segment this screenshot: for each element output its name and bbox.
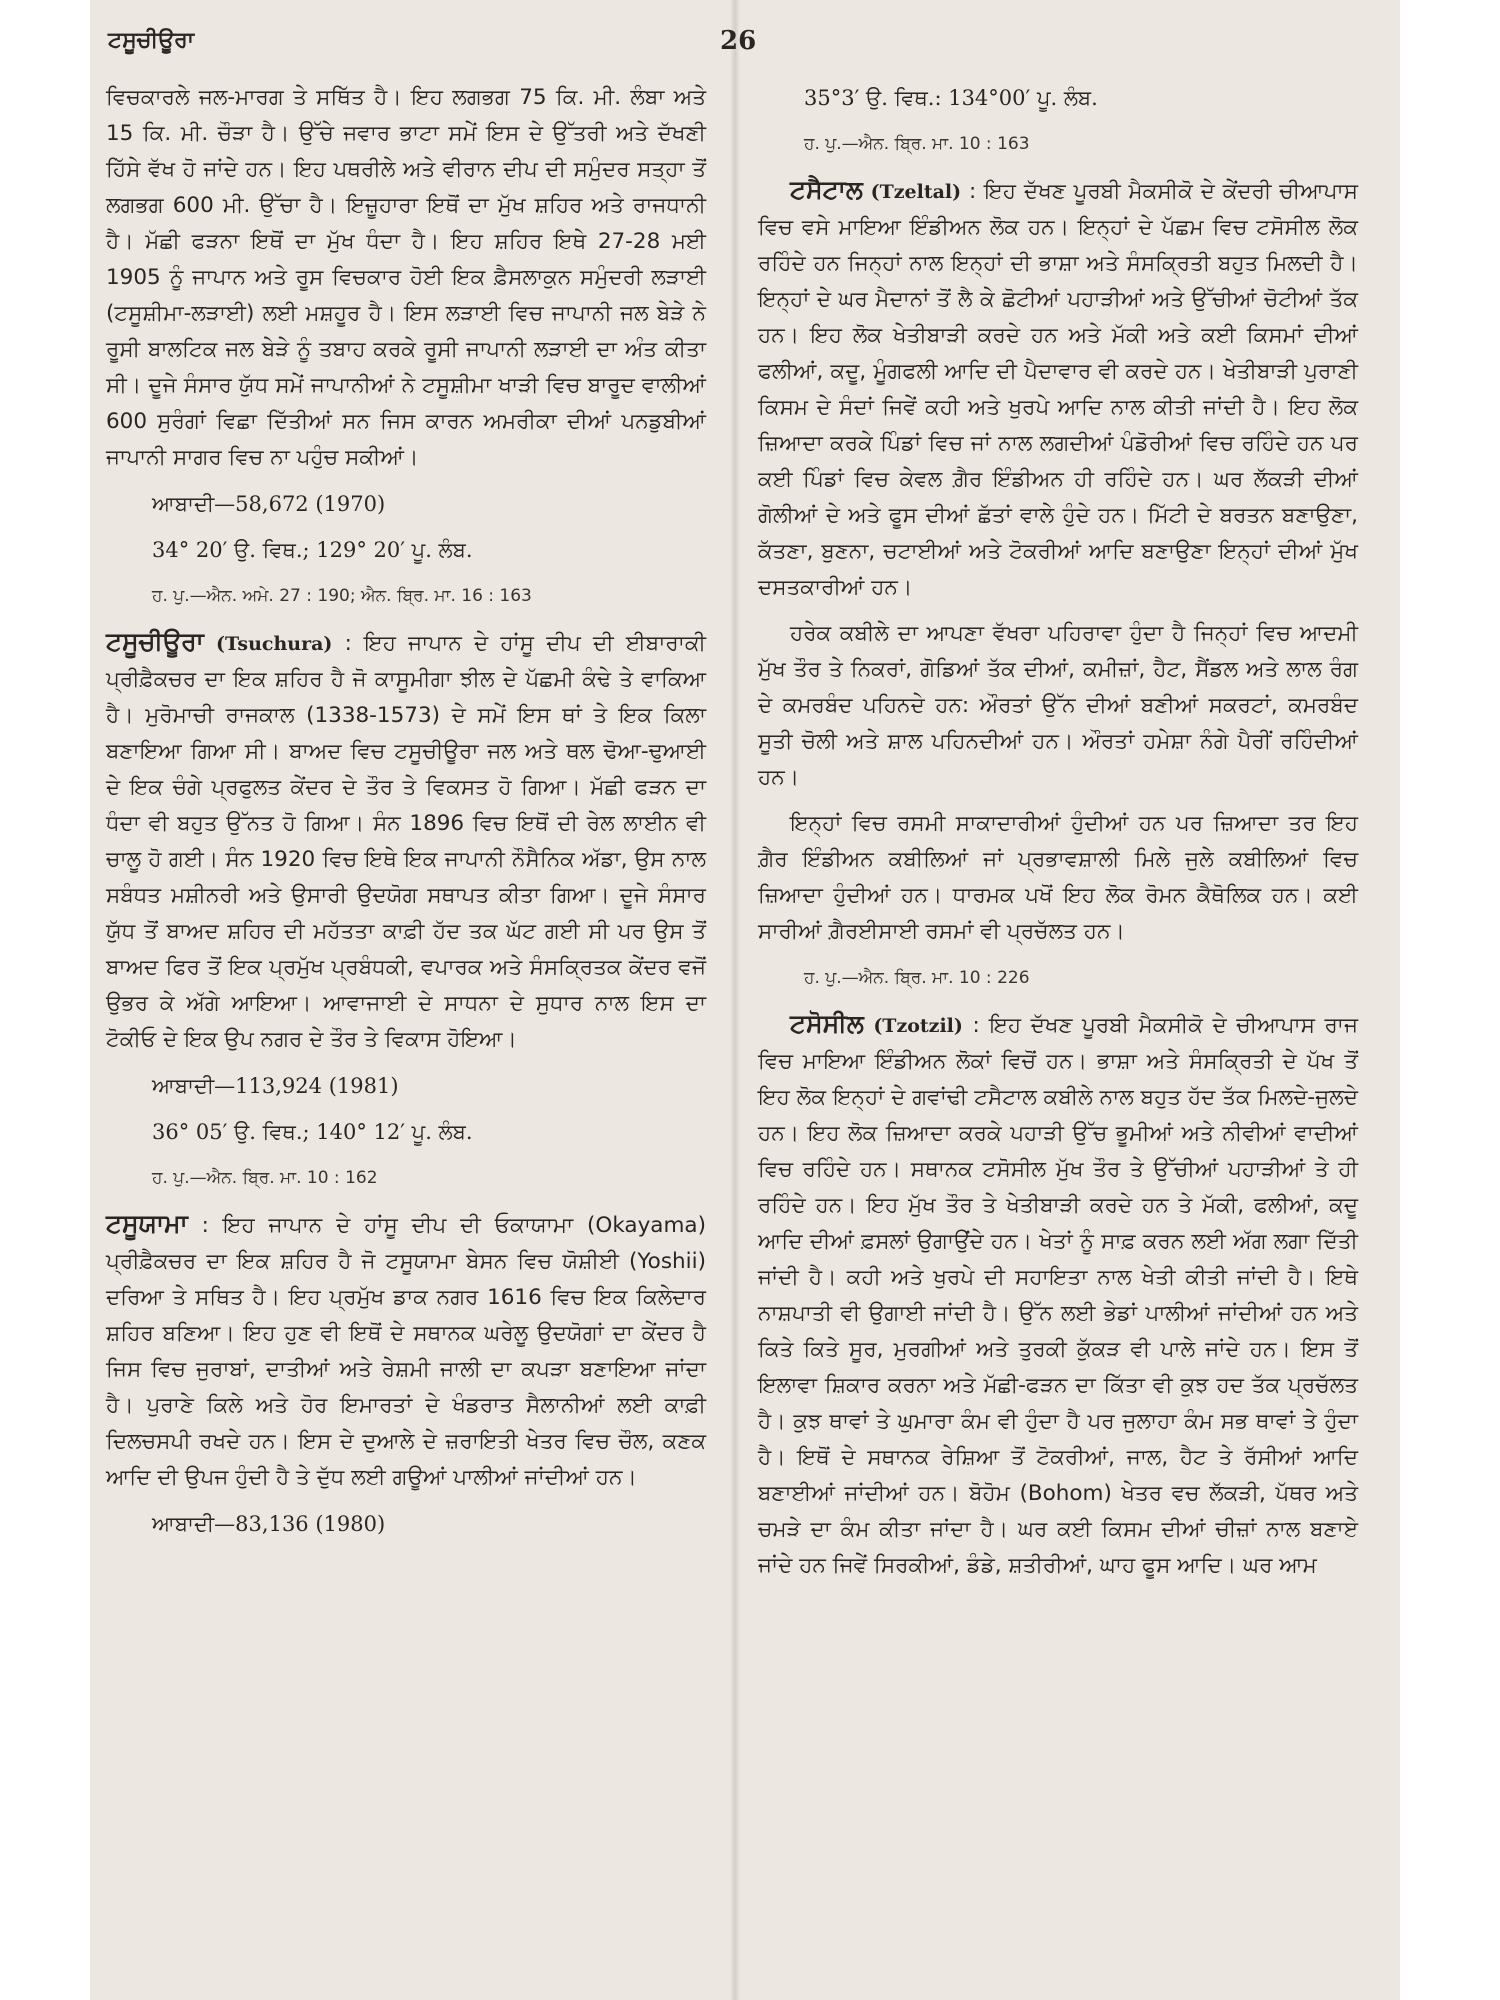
entry-body: : ਇਹ ਜਾਪਾਨ ਦੇ ਹਾਂਸੂ ਦੀਪ ਦੀ ਈਬਾਰਾਕੀ ਪ੍ਰੀਫ਼ੈਕਚਰ ਦਾ ਇਕ ਸ਼ਹਿਰ ਹੈ ਜੋ ਕਾਸੂਮੀਗਾ ਝੀਲ ਦੇ ਪੱਛਮੀ ਕੰਢੇ ਤੇ ਵਾਕਿਆ ਹੈ। ਮੁਰੋਮਾਚੀ ਰਾਜਕਾਲ (1338-1573) ਦੇ ਸਮੇਂ ਇਸ ਥਾਂ ਤੇ ਇਕ ਕਿਲਾ ਬਣਾਇਆ ਗਿਆ ਸੀ। ਬਾਅਦ ਵਿਚ ਟਸੂਚੀਊਰਾ ਜਲ ਅਤੇ ਥਲ ਢੋਆ-ਢੁਆਈ ਦੇ ਇਕ ਚੰਗੇ ਪ੍ਰਫੁਲਤ ਕੇਂਦਰ ਦੇ ਤੌਰ ਤੇ ਵਿਕਸਤ ਹੋ ਗਿਆ। ਮੱਛੀ ਫੜਨ ਦਾ ਧੰਦਾ ਵੀ ਬਹੁਤ ਉੱਨਤ ਹੋ ਗਿਆ। ਸੰਨ 1896 ਵਿਚ ਇਥੋਂ ਦੀ ਰੇਲ ਲਾਈਨ ਵੀ ਚਾਲੂ ਹੋ ਗਈ। ਸੰਨ 1920 ਵਿਚ ਇਥੇ ਇਕ ਜਾਪਾਨੀ ਨੌਸੈਨਿਕ ਅੱਡਾ, ਉਸ ਨਾਲ ਸਬੰਧਤ ਮਸ਼ੀਨਰੀ ਅਤੇ ਉਸਾਰੀ ਉਦਯੋਗ ਸਥਾਪਤ ਕੀਤਾ ਗਿਆ। ਦੂਜੇ ਸੰਸਾਰ ਯੁੱਧ ਤੋਂ ਬਾਅਦ ਸ਼ਹਿਰ ਦੀ ਮਹੱਤਤਾ ਕਾਫ਼ੀ ਹੱਦ ਤਕ ਘੱਟ ਗਈ ਸੀ ਪਰ ਉਸ ਤੋਂ ਬਾਅਦ ਫਿਰ ਤੋਂ ਇਕ ਪ੍ਰਮੁੱਖ ਪ੍ਰਬੰਧਕੀ, ਵਪਾਰਕ ਅਤੇ ਸੰਸਕ੍ਰਿਤਕ ਕੇਂਦਰ ਵਜੋਂ ਉਭਰ ਕੇ ਅੱਗੇ ਆਇਆ। ਆਵਾਜਾਈ ਦੇ ਸਾਧਨਾ ਦੇ ਸੁਧਾਰ ਨਾਲ ਇਸ ਦਾ ਟੋਕੀਓ ਦੇ ਇਕ ਉਪ ਨਗਰ ਦੇ ਤੌਰ ਤੇ ਵਿਕਾਸ ਹੋਇਆ।	[106, 631, 706, 1052]
tsuchura-coordinates: 36° 05′ ਉ. ਵਿਥ.; 140° 12′ ਪੂ. ਲੰਬ.	[152, 1120, 473, 1144]
tsuyama-reference: ਹ. ਪੁ.—ਐਨ. ਬ੍ਰਿ. ਮਾ. 10 : 163	[804, 134, 1030, 154]
entry-body: : ਇਹ ਦੱਖਣ ਪੂਰਬੀ ਮੈਕਸੀਕੋ ਦੇ ਕੇਂਦਰੀ ਚੀਆਪਾਸ ਵਿਚ ਵਸੇ ਮਾਇਆ ਇੰਡੀਅਨ ਲੋਕ ਹਨ। ਇਨ੍ਹਾਂ ਦੇ ਪੱਛਮ ਵਿਚ ਟਸੋਸੀਲ ਲੋਕ ਰਹਿੰਦੇ ਹਨ ਜਿਨ੍ਹਾਂ ਨਾਲ ਇਨ੍ਹਾਂ ਦੀ ਭਾਸ਼ਾ ਅਤੇ ਸੰਸਕ੍ਰਿਤੀ ਬਹੁਤ ਮਿਲਦੀ ਹੈ। ਇਨ੍ਹਾਂ ਦੇ ਘਰ ਮੈਦਾਨਾਂ ਤੋਂ ਲੈ ਕੇ ਛੋਟੀਆਂ ਪਹਾੜੀਆਂ ਅਤੇ ਉੱਚੀਆਂ ਚੋਟੀਆਂ ਤੱਕ ਹਨ। ਇਹ ਲੋਕ ਖੇਤੀਬਾੜੀ ਕਰਦੇ ਹਨ ਅਤੇ ਮੱਕੀ ਅਤੇ ਕਈ ਕਿਸਮਾਂ ਦੀਆਂ ਫਲੀਆਂ, ਕਦੂ, ਮੂੰਗਫਲੀ ਆਦਿ ਦੀ ਪੈਦਾਵਾਰ ਵੀ ਕਰਦੇ ਹਨ। ਖੇਤੀਬਾੜੀ ਪੁਰਾਣੀ ਕਿਸਮ ਦੇ ਸੰਦਾਂ ਜਿਵੇਂ ਕਹੀ ਅਤੇ ਖੁਰਪੇ ਆਦਿ ਨਾਲ ਕੀਤੀ ਜਾਂਦੀ ਹੈ। ਇਹ ਲੋਕ ਜ਼ਿਆਦਾ ਕਰਕੇ ਪਿੰਡਾਂ ਵਿਚ ਜਾਂ ਨਾਲ ਲਗਦੀਆਂ ਪੰਡੋਰੀਆਂ ਵਿਚ ਰਹਿੰਦੇ ਹਨ ਪਰ ਕਈ ਪਿੰਡਾਂ ਵਿਚ ਕੇਵਲ ਗ਼ੈਰ ਇੰਡੀਅਨ ਹੀ ਰਹਿੰਦੇ ਹਨ। ਘਰ ਲੱਕੜੀ ਦੀਆਂ ਗੋਲੀਆਂ ਦੇ ਅਤੇ ਫੂਸ ਦੀਆਂ ਛੱਤਾਂ ਵਾਲੇ ਹੁੰਦੇ ਹਨ। ਮਿੱਟੀ ਦੇ ਬਰਤਨ ਬਣਾਉਣਾ, ਕੱਤਣਾ, ਬੁਣਨਾ, ਚਟਾਈਆਂ ਅਤੇ ਟੋਕਰੀਆਂ ਆਦਿ ਬਣਾਉਣਾ ਇਨ੍ਹਾਂ ਦੀਆਂ ਮੁੱਖ ਦਸਤਕਾਰੀਆਂ ਹਨ।	[758, 179, 1358, 600]
entry-title: ਟਸੂਚੀਊਰਾ	[106, 627, 204, 656]
tsushima-coordinates: 34° 20′ ਉ. ਵਿਥ.; 129° 20′ ਪੂ. ਲੰਬ.	[152, 538, 473, 562]
left-column	[106, 80, 706, 1552]
entry-title: ਟਸੋਸੀਲ	[790, 1009, 864, 1038]
entry-tzeltal	[758, 172, 1358, 606]
page-number: 26	[720, 26, 757, 56]
entry-roman-title: (Tzeltal)	[870, 181, 962, 203]
scanned-page	[90, 0, 1400, 2000]
entry-tsuchura	[106, 624, 706, 1058]
page-fold	[730, 0, 740, 2000]
entry-tsuyama	[106, 1206, 706, 1496]
tsuyama-coordinates: 35°3′ ਉ. ਵਿਥ.: 134°00′ ਪੂ. ਲੰਬ.	[804, 86, 1098, 110]
tsuchura-population: ਆਬਾਦੀ—113,924 (1981)	[152, 1074, 399, 1098]
tsuchura-reference: ਹ. ਪੁ.—ਐਨ. ਬ੍ਰਿ. ਮਾ. 10 : 162	[152, 1168, 378, 1188]
entry-body: : ਇਹ ਜਾਪਾਨ ਦੇ ਹਾਂਸੂ ਦੀਪ ਦੀ ਓਕਾਯਾਮਾ (Okayama) ਪ੍ਰੀਫ਼ੈਕਚਰ ਦਾ ਇਕ ਸ਼ਹਿਰ ਹੈ ਜੋ ਟਸੂਯਾਮਾ ਬੇਸਨ ਵਿਚ ਯੋਸ਼ੀਈ (Yoshii) ਦਰਿਆ ਤੇ ਸਥਿਤ ਹੈ। ਇਹ ਪ੍ਰਮੁੱਖ ਡਾਕ ਨਗਰ 1616 ਵਿਚ ਇਕ ਕਿਲੇਦਾਰ ਸ਼ਹਿਰ ਬਣਿਆ। ਇਹ ਹੁਣ ਵੀ ਇਥੋਂ ਦੇ ਸਥਾਨਕ ਘਰੇਲੂ ਉਦਯੋਗਾਂ ਦਾ ਕੇਂਦਰ ਹੈ ਜਿਸ ਵਿਚ ਜੁਰਾਬਾਂ, ਦਾਤੀਆਂ ਅਤੇ ਰੇਸ਼ਮੀ ਜਾਲੀ ਦਾ ਕਪੜਾ ਬਣਾਇਆ ਜਾਂਦਾ ਹੈ। ਪੁਰਾਣੇ ਕਿਲੇ ਅਤੇ ਹੋਰ ਇਮਾਰਤਾਂ ਦੇ ਖੰਡਰਾਤ ਸੈਲਾਨੀਆਂ ਲਈ ਕਾਫ਼ੀ ਦਿਲਚਸਪੀ ਰਖਦੇ ਹਨ। ਇਸ ਦੇ ਦੁਆਲੇ ਦੇ ਜ਼ਰਾਇਤੀ ਖੇਤਰ ਵਿਚ ਚੌਲ, ਕਣਕ ਆਦਿ ਦੀ ਉਪਜ ਹੁੰਦੀ ਹੈ ਤੇ ਦੁੱਧ ਲਈ ਗਊਆਂ ਪਾਲੀਆਂ ਜਾਂਦੀਆਂ ਹਨ।	[106, 1213, 706, 1490]
entry-roman-title: (Tsuchura)	[215, 633, 333, 655]
running-head: ਟਸੂਚੀਊਰਾ	[108, 28, 195, 53]
entry-tzotzil	[758, 1006, 1358, 1584]
entry-roman-title: (Tzotzil)	[873, 1015, 963, 1037]
tzeltal-paragraph-3: ਇਨ੍ਹਾਂ ਵਿਚ ਰਸਮੀ ਸਾਕਾਦਾਰੀਆਂ ਹੁੰਦੀਆਂ ਹਨ ਪਰ ਜ਼ਿਆਦਾ ਤਰ ਇਹ ਗ਼ੈਰ ਇੰਡੀਅਨ ਕਬੀਲਿਆਂ ਜਾਂ ਪ੍ਰਭਾਵਸ਼ਾਲੀ ਮਿਲੇ ਜੁਲੇ ਕਬੀਲਿਆਂ ਵਿਚ ਜ਼ਿਆਦਾ ਹੁੰਦੀਆਂ ਹਨ। ਧਾਰਮਕ ਪਖੋਂ ਇਹ ਲੋਕ ਰੋਮਨ ਕੈਥੋਲਿਕ ਹਨ। ਕਈ ਸਾਰੀਆਂ ਗ਼ੈਰਈਸਾਈ ਰਸਮਾਂ ਵੀ ਪ੍ਰਚੱਲਤ ਹਨ।	[758, 811, 1358, 944]
tsushima-reference: ਹ. ਪੁ.—ਐਨ. ਅਮੇ. 27 : 190; ਐਨ. ਬ੍ਰਿ. ਮਾ. 16 : 163	[152, 586, 532, 606]
entry-title: ਟਸੂਯਾਮਾ	[106, 1209, 188, 1238]
tsushima-population: ਆਬਾਦੀ—58,672 (1970)	[152, 492, 386, 516]
right-column	[758, 80, 1358, 1594]
tzeltal-paragraph-2: ਹਰੇਕ ਕਬੀਲੇ ਦਾ ਆਪਣਾ ਵੱਖਰਾ ਪਹਿਰਾਵਾ ਹੁੰਦਾ ਹੈ ਜਿਨ੍ਹਾਂ ਵਿਚ ਆਦਮੀ ਮੁੱਖ ਤੌਰ ਤੇ ਨਿਕਰਾਂ, ਗੋਡਿਆਂ ਤੱਕ ਦੀਆਂ, ਕਮੀਜ਼ਾਂ, ਹੈਟ, ਸੈਂਡਲ ਅਤੇ ਲਾਲ ਰੰਗ ਦੇ ਕਮਰਬੰਦ ਪਹਿਨਦੇ ਹਨ: ਔਰਤਾਂ ਉੱਨ ਦੀਆਂ ਬਣੀਆਂ ਸਕਰਟਾਂ, ਕਮਰਬੰਦ ਸੂਤੀ ਚੋਲੀ ਅਤੇ ਸ਼ਾਲ ਪਹਿਨਦੀਆਂ ਹਨ। ਔਰਤਾਂ ਹਮੇਸ਼ਾ ਨੰਗੇ ਪੈਰੀਂ ਰਹਿੰਦੀਆਂ ਹਨ।	[758, 621, 1358, 790]
entry-body: : ਇਹ ਦੱਖਣ ਪੂਰਬੀ ਮੈਕਸੀਕੋ ਦੇ ਚੀਆਪਾਸ ਰਾਜ ਵਿਚ ਮਾਇਆ ਇੰਡੀਅਨ ਲੋਕਾਂ ਵਿਚੋਂ ਹਨ। ਭਾਸ਼ਾ ਅਤੇ ਸੰਸਕ੍ਰਿਤੀ ਦੇ ਪੱਖ ਤੋਂ ਇਹ ਲੋਕ ਇਨ੍ਹਾਂ ਦੇ ਗਵਾਂਢੀ ਟਸੈਟਾਲ ਕਬੀਲੇ ਨਾਲ ਬਹੁਤ ਹੱਦ ਤੱਕ ਮਿਲਦੇ-ਜੁਲਦੇ ਹਨ। ਇਹ ਲੋਕ ਜ਼ਿਆਦਾ ਕਰਕੇ ਪਹਾੜੀ ਉੱਚ ਭੂਮੀਆਂ ਅਤੇ ਨੀਵੀਆਂ ਵਾਦੀਆਂ ਵਿਚ ਰਹਿੰਦੇ ਹਨ। ਸਥਾਨਕ ਟਸੋਸੀਲ ਮੁੱਖ ਤੌਰ ਤੇ ਉੱਚੀਆਂ ਪਹਾੜੀਆਂ ਤੇ ਹੀ ਰਹਿੰਦੇ ਹਨ। ਇਹ ਮੁੱਖ ਤੌਰ ਤੇ ਖੇਤੀਬਾੜੀ ਕਰਦੇ ਹਨ ਤੇ ਮੱਕੀ, ਫਲੀਆਂ, ਕਦੂ ਆਦਿ ਦੀਆਂ ਫ਼ਸਲਾਂ ਉਗਾਉਂਦੇ ਹਨ। ਖੇਤਾਂ ਨੂੰ ਸਾਫ਼ ਕਰਨ ਲਈ ਅੱਗ ਲਗਾ ਦਿੱਤੀ ਜਾਂਦੀ ਹੈ। ਕਹੀ ਅਤੇ ਖੁਰਪੇ ਦੀ ਸਹਾਇਤਾ ਨਾਲ ਖੇਤੀ ਕੀਤੀ ਜਾਂਦੀ ਹੈ। ਇਥੇ ਨਾਸ਼ਪਾਤੀ ਵੀ ਉਗਾਈ ਜਾਂਦੀ ਹੈ। ਉੱਨ ਲਈ ਭੇਡਾਂ ਪਾਲੀਆਂ ਜਾਂਦੀਆਂ ਹਨ ਅਤੇ ਕਿਤੇ ਕਿਤੇ ਸੂਰ, ਮੁਰਗੀਆਂ ਅਤੇ ਤੁਰਕੀ ਕੁੱਕੜ ਵੀ ਪਾਲੇ ਜਾਂਦੇ ਹਨ। ਇਸ ਤੋਂ ਇਲਾਵਾ ਸ਼ਿਕਾਰ ਕਰਨਾ ਅਤੇ ਮੱਛੀ-ਫੜਨ ਦਾ ਕਿੱਤਾ ਵੀ ਕੁਝ ਹਦ ਤੱਕ ਪ੍ਰਚੱਲਤ ਹੈ। ਕੁਝ ਥਾਵਾਂ ਤੇ ਘੁਮਾਰਾ ਕੰਮ ਵੀ ਹੁੰਦਾ ਹੈ ਪਰ ਜੁਲਾਹਾ ਕੰਮ ਸਭ ਥਾਵਾਂ ਤੇ ਹੁੰਦਾ ਹੈ। ਇਥੋਂ ਦੇ ਸਥਾਨਕ ਰੇਸ਼ਿਆ ਤੋਂ ਟੋਕਰੀਆਂ, ਜਾਲ, ਹੈਟ ਤੇ ਰੱਸੀਆਂ ਆਦਿ ਬਣਾਈਆਂ ਜਾਂਦੀਆਂ ਹਨ। ਬੋਹੋਮ (Bohom) ਖੇਤਰ ਵਚ ਲੱਕੜੀ, ਪੱਥਰ ਅਤੇ ਚਮੜੇ ਦਾ ਕੰਮ ਕੀਤਾ ਜਾਂਦਾ ਹੈ। ਘਰ ਕਈ ਕਿਸਮ ਦੀਆਂ ਚੀਜ਼ਾਂ ਨਾਲ ਬਣਾਏ ਜਾਂਦੇ ਹਨ ਜਿਵੇਂ ਸਿਰਕੀਆਂ, ਡੰਡੇ, ਸ਼ਤੀਰੀਆਂ, ਘਾਹ ਫੂਸ ਆਦਿ। ਘਰ ਆਮ	[758, 1013, 1358, 1578]
tsushima-body: ਵਿਚਕਾਰਲੇ ਜਲ-ਮਾਰਗ ਤੇ ਸਥਿੱਤ ਹੈ। ਇਹ ਲਗਭਗ 75 ਕਿ. ਮੀ. ਲੰਬਾ ਅਤੇ 15 ਕਿ. ਮੀ. ਚੌੜਾ ਹੈ। ਉੱਚੇ ਜਵਾਰ ਭਾਟਾ ਸਮੇਂ ਇਸ ਦੇ ਉੱਤਰੀ ਅਤੇ ਦੱਖਣੀ ਹਿੱਸੇ ਵੱਖ ਹੋ ਜਾਂਦੇ ਹਨ। ਇਹ ਪਥਰੀਲੇ ਅਤੇ ਵੀਰਾਨ ਦੀਪ ਦੀ ਸਮੁੰਦਰ ਸਤ੍ਹਾ ਤੋਂ ਲਗਭਗ 600 ਮੀ. ਉੱਚਾ ਹੈ। ਇਜ਼ੂਹਾਰਾ ਇਥੋਂ ਦਾ ਮੁੱਖ ਸ਼ਹਿਰ ਅਤੇ ਰਾਜਧਾਨੀ ਹੈ। ਮੱਛੀ ਫੜਨਾ ਇਥੋਂ ਦਾ ਮੁੱਖ ਧੰਦਾ ਹੈ। ਇਹ ਸ਼ਹਿਰ ਇਥੇ 27-28 ਮਈ 1905 ਨੂੰ ਜਾਪਾਨ ਅਤੇ ਰੂਸ ਵਿਚਕਾਰ ਹੋਈ ਇਕ ਫ਼ੈਸਲਾਕੁਨ ਸਮੁੰਦਰੀ ਲੜਾਈ (ਟਸੂਸ਼ੀਮਾ-ਲੜਾਈ) ਲਈ ਮਸ਼ਹੂਰ ਹੈ। ਇਸ ਲੜਾਈ ਵਿਚ ਜਾਪਾਨੀ ਜਲ ਬੇੜੇ ਨੇ ਰੂਸੀ ਬਾਲਟਿਕ ਜਲ ਬੇੜੇ ਨੂੰ ਤਬਾਹ ਕਰਕੇ ਰੂਸੀ ਜਾਪਾਨੀ ਲੜਾਈ ਦਾ ਅੰਤ ਕੀਤਾ ਸੀ। ਦੂਜੇ ਸੰਸਾਰ ਯੁੱਧ ਸਮੇਂ ਜਾਪਾਨੀਆਂ ਨੇ ਟਸੂਸ਼ੀਮਾ ਖਾੜੀ ਵਿਚ ਬਾਰੂਦ ਵਾਲੀਆਂ 600 ਸੁਰੰਗਾਂ ਵਿਛਾ ਦਿੱਤੀਆਂ ਸਨ ਜਿਸ ਕਾਰਨ ਅਮਰੀਕਾ ਦੀਆਂ ਪਨਡੁਬੀਆਂ ਜਾਪਾਨੀ ਸਾਗਰ ਵਿਚ ਨਾ ਪਹੁੰਚ ਸਕੀਆਂ।	[106, 85, 706, 470]
tsuyama-population: ਆਬਾਦੀ—83,136 (1980)	[152, 1512, 386, 1536]
tzeltal-reference: ਹ. ਪੁ.—ਐਨ. ਬ੍ਰਿ. ਮਾ. 10 : 226	[804, 968, 1030, 988]
entry-title: ਟਸੈਟਾਲ	[790, 175, 863, 204]
